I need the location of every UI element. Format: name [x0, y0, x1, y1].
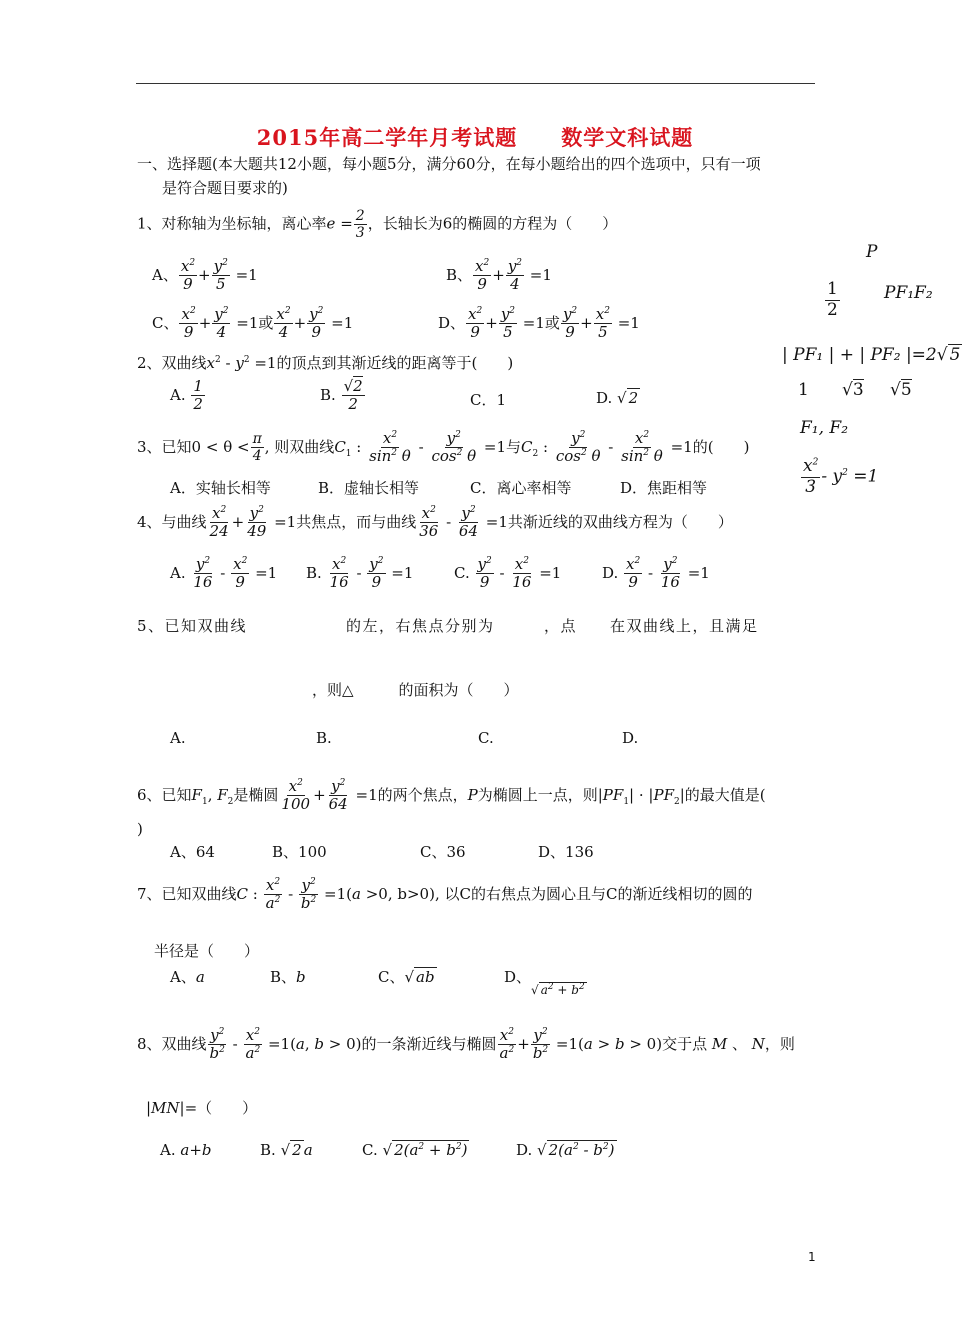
q1-option-b[interactable]: B、 $\frac{x^2}{9}$ + $\frac{y^2}{4}$ =1: [446, 257, 552, 294]
question-8: 8、双曲线 $\frac{y^2}{b^2}$ - $\frac{x^2}{a^2}$ =1(a, b > 0)的一条渐近线与椭圆 $\frac{x^2}{a^2}$ + $\frac{y^2}{b^2}$ =1(a > b > 0)交于点 M 、 N，则: [137, 1026, 795, 1063]
q3-option-c[interactable]: C．离心率相等: [470, 479, 572, 497]
q8-option-b[interactable]: B. √ 2 a: [260, 1141, 313, 1159]
q8-option-a[interactable]: A. a+b: [160, 1141, 212, 1159]
page-title: 2015年高二学年月考试题 数学文科试题: [256, 125, 694, 150]
side-formula-sqrt5: √5: [890, 380, 912, 400]
question-4: 4、与曲线 $\frac{x^2}{24}$ + $\frac{y^2}{49}$ =1共焦点，而与曲线 $\frac{x^2}{36}$ - $\frac{y^2}{64}$ =1共渐近线的双曲线方程为（ ）: [137, 504, 733, 541]
q1-option-d[interactable]: D、 $\frac{x^2}{9}$ + $\frac{y^2}{5}$ =1或 $\frac{y^2}{9}$ + $\frac{x^2}{5}$ =1: [438, 305, 640, 342]
q7-option-d[interactable]: D、$_{√ a^2 + b^2}$: [504, 968, 585, 997]
q3-option-d[interactable]: D．焦距相等: [620, 479, 708, 497]
q8-option-c[interactable]: C. √ $2(a^2 + b^2)$: [362, 1141, 468, 1159]
side-formula-sqrt3: √3: [842, 380, 864, 400]
side-formula-p: P: [866, 242, 878, 262]
q3-option-a[interactable]: A．实轴长相等: [170, 479, 271, 497]
section-heading: 一、选择题(本大题共12小题，每小题5分，满分60分，在每小题给出的四个选项中，只有一项: [137, 155, 761, 173]
question-3: 3、已知0 < θ < $\frac{\pi}{4}$ , 则双曲线$C_1$ : $\frac{x^2}{\sin^2 \theta}$ - $\frac{y^2}{\cos^2 \theta}$ =1与$C_2$ : $\frac{y^2}{\cos^2 \theta}$ - $\frac{x^2}{\sin^2 \theta}$ =1的( ): [137, 429, 750, 466]
q2-option-d[interactable]: D. √ 2: [596, 389, 639, 407]
section-heading-cont: 是符合题目要求的): [162, 179, 288, 197]
q4-option-b[interactable]: B. $\frac{x^2}{16}$ - $\frac{y^2}{9}$ =1: [306, 555, 414, 592]
q5-option-b[interactable]: B.: [316, 729, 332, 747]
question-8-cont: |MN|=（ ）: [146, 1099, 258, 1117]
question-1: 1、对称轴为坐标轴，离心率e = $\frac{2}{3}$ ，长轴长为6的椭圆的方程为（ ）: [137, 208, 618, 242]
q1-option-a[interactable]: A、 $\frac{x^2}{9}$ + $\frac{y^2}{5}$ =1: [152, 257, 258, 294]
q2-option-c[interactable]: C．1: [470, 391, 507, 409]
side-formula-hyperbola: $\frac{x^2}{3}$ - $y^2 =1$: [803, 456, 879, 497]
question-7: 7、已知双曲线C : $\frac{x^2}{a^2}$ - $\frac{y^2}{b^2}$ =1(a >0, b>0), 以C的右焦点为圆心且与C的渐近线相切的圆的: [137, 876, 753, 913]
q2-option-a[interactable]: A. $\frac{1}{2}$: [170, 377, 203, 414]
q5-option-c[interactable]: C.: [478, 729, 494, 747]
page-number: 1: [808, 1250, 816, 1264]
q8-option-d[interactable]: D. √ $2(a^2 - b^2)$: [516, 1141, 615, 1159]
q7-option-b[interactable]: B、b: [270, 968, 306, 986]
question-6-close: ): [137, 820, 143, 838]
side-formula-triangle: PF₁F₂: [884, 283, 933, 303]
q7-option-c[interactable]: C、√ ab: [378, 968, 435, 986]
q1-option-c[interactable]: C、 $\frac{x^2}{9}$ + $\frac{y^2}{4}$ =1或 $\frac{x^2}{4}$ + $\frac{y^2}{9}$ =1: [152, 305, 354, 342]
q4-option-c[interactable]: C. $\frac{y^2}{9}$ - $\frac{x^2}{16}$ =1: [454, 555, 562, 592]
question-7-cont: 半径是（ ）: [154, 942, 260, 960]
header-rule: [136, 83, 815, 84]
q6-option-b[interactable]: B、100: [272, 843, 327, 861]
q6-option-a[interactable]: A、64: [170, 843, 215, 861]
side-formula-half: $\frac{1}{2}$: [827, 279, 838, 320]
side-formula-sum: | PF₁ | + | PF₂ |=2√ 5: [782, 345, 961, 365]
side-formula-foci: F₁, F₂: [800, 418, 849, 438]
q2-option-b[interactable]: B. $\frac{√2}{2}$: [320, 377, 363, 414]
q6-option-d[interactable]: D、136: [538, 843, 594, 861]
side-formula-one: 1: [798, 380, 809, 400]
question-6: 6、已知$F_1$, $F_2$是椭圆 $\frac{x^2}{100}$ + $\frac{y^2}{64}$ =1的两个焦点，P为椭圆上一点，则$|PF_1| \cdot |PF_2|$的最大值是(: [137, 777, 766, 814]
question-5: 5、已知双曲线 的左，右焦点分别为 ，点 在双曲线上，且满足: [137, 617, 759, 635]
q4-option-d[interactable]: D. $\frac{x^2}{9}$ - $\frac{y^2}{16}$ =1: [602, 555, 710, 592]
q3-option-b[interactable]: B．虚轴长相等: [318, 479, 420, 497]
q4-option-a[interactable]: A. $\frac{y^2}{16}$ - $\frac{x^2}{9}$ =1: [170, 555, 278, 592]
q6-option-c[interactable]: C、36: [420, 843, 466, 861]
q7-option-a[interactable]: A、a: [170, 968, 205, 986]
q5-option-a[interactable]: A.: [170, 729, 186, 747]
question-2: 2、双曲线$x^2 - y^2 =1$的顶点到其渐近线的距离等于( ): [137, 354, 514, 372]
question-5-cont: ，则△ 的面积为（ ）: [312, 681, 519, 699]
q5-option-d[interactable]: D.: [622, 729, 639, 747]
